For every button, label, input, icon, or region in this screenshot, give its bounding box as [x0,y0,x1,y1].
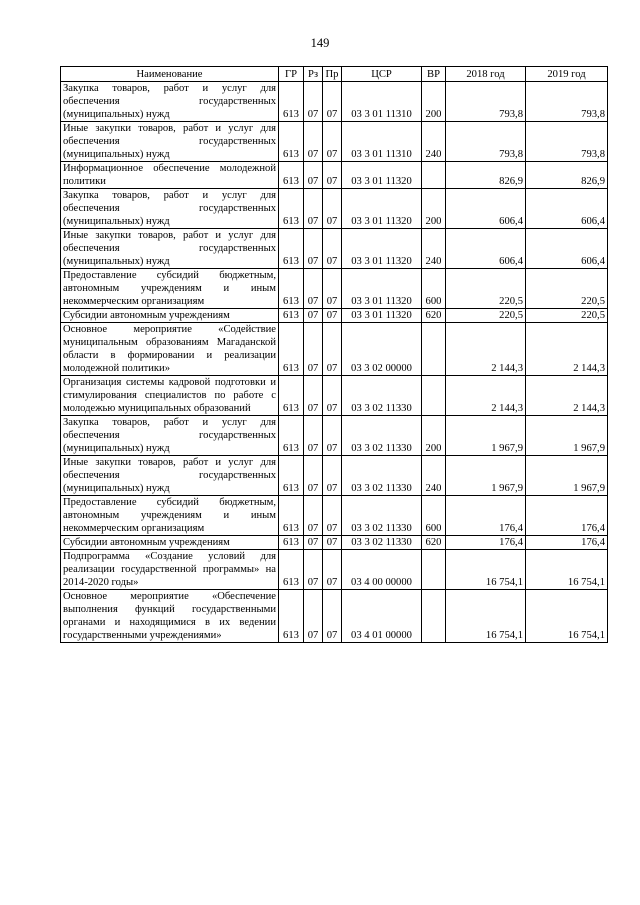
cell-2019: 606,4 [526,229,608,269]
cell-2018: 1 967,9 [446,456,526,496]
table-row [61,122,608,162]
cell-csr: 03 3 02 11330 [342,416,422,456]
cell-vr: 620 [422,309,446,323]
cell-gr: 613 [279,550,304,590]
cell-csr: 03 3 01 11310 [342,82,422,122]
cell-rz: 07 [304,536,323,550]
cell-gr: 613 [279,536,304,550]
cell-name: Основное мероприятие «Обеспечение выполнения функций государственными органами и находящимися в их ведении государственными учреждениями» [61,590,279,643]
cell-2019: 220,5 [526,309,608,323]
cell-name: Предоставление субсидий бюджетным, автономным учреждениям и иным некоммерческим организациям [61,496,279,536]
cell-2018: 16 754,1 [446,590,526,643]
cell-name: Подпрограмма «Создание условий для реализации государственной программы» на 2014-2020 годы» [61,550,279,590]
cell-rz: 07 [304,323,323,376]
table-header-row [61,67,608,82]
table-row [61,323,608,376]
cell-2019: 1 967,9 [526,416,608,456]
cell-gr: 613 [279,590,304,643]
cell-gr: 613 [279,376,304,416]
cell-gr: 613 [279,456,304,496]
cell-2018: 220,5 [446,309,526,323]
cell-csr: 03 3 02 00000 [342,323,422,376]
cell-name: Предоставление субсидий бюджетным, автономным учреждениям и иным некоммерческим организациям [61,269,279,309]
cell-2018: 606,4 [446,229,526,269]
cell-gr: 613 [279,309,304,323]
cell-vr: 620 [422,536,446,550]
cell-vr: 240 [422,122,446,162]
cell-name: Закупка товаров, работ и услуг для обеспечения государственных (муниципальных) нужд [61,189,279,229]
cell-gr: 613 [279,189,304,229]
cell-2018: 1 967,9 [446,416,526,456]
cell-2018: 16 754,1 [446,550,526,590]
cell-2019: 176,4 [526,496,608,536]
table-row [61,550,608,590]
header-pr: Пр [323,67,342,82]
cell-csr: 03 3 02 11330 [342,456,422,496]
header-csr: ЦСР [342,67,422,82]
cell-vr [422,162,446,189]
cell-pr: 07 [323,590,342,643]
cell-2019: 1 967,9 [526,456,608,496]
cell-csr: 03 3 01 11310 [342,122,422,162]
cell-vr: 200 [422,416,446,456]
cell-2018: 2 144,3 [446,323,526,376]
table-row [61,309,608,323]
budget-table-body [61,82,608,643]
cell-name: Иные закупки товаров, работ и услуг для обеспечения государственных (муниципальных) нужд [61,122,279,162]
cell-pr: 07 [323,456,342,496]
cell-2019: 16 754,1 [526,550,608,590]
cell-pr: 07 [323,162,342,189]
cell-gr: 613 [279,416,304,456]
cell-vr [422,376,446,416]
cell-vr: 600 [422,496,446,536]
cell-2019: 2 144,3 [526,376,608,416]
cell-rz: 07 [304,162,323,189]
table-row [61,162,608,189]
cell-pr: 07 [323,82,342,122]
cell-name: Субсидии автономным учреждениям [61,536,279,550]
cell-csr: 03 3 01 11320 [342,189,422,229]
table-row [61,189,608,229]
cell-2018: 220,5 [446,269,526,309]
cell-name: Информационное обеспечение молодежной политики [61,162,279,189]
cell-name: Закупка товаров, работ и услуг для обеспечения государственных (муниципальных) нужд [61,416,279,456]
header-gr: ГР [279,67,304,82]
cell-2018: 826,9 [446,162,526,189]
cell-rz: 07 [304,550,323,590]
page-number: 149 [310,36,330,50]
cell-2019: 176,4 [526,536,608,550]
cell-pr: 07 [323,376,342,416]
cell-2018: 793,8 [446,122,526,162]
cell-csr: 03 4 01 00000 [342,590,422,643]
cell-rz: 07 [304,122,323,162]
cell-pr: 07 [323,416,342,456]
cell-rz: 07 [304,82,323,122]
cell-csr: 03 3 01 11320 [342,229,422,269]
cell-pr: 07 [323,536,342,550]
cell-rz: 07 [304,309,323,323]
cell-rz: 07 [304,456,323,496]
table-row [61,376,608,416]
cell-2019: 2 144,3 [526,323,608,376]
cell-gr: 613 [279,162,304,189]
cell-2019: 606,4 [526,189,608,229]
cell-2018: 793,8 [446,82,526,122]
cell-2018: 176,4 [446,496,526,536]
table-row [61,590,608,643]
cell-rz: 07 [304,229,323,269]
cell-vr [422,550,446,590]
cell-csr: 03 3 02 11330 [342,536,422,550]
cell-vr: 240 [422,456,446,496]
cell-pr: 07 [323,323,342,376]
cell-vr: 600 [422,269,446,309]
cell-gr: 613 [279,269,304,309]
cell-rz: 07 [304,189,323,229]
cell-2019: 826,9 [526,162,608,189]
cell-gr: 613 [279,229,304,269]
cell-pr: 07 [323,496,342,536]
cell-vr: 200 [422,189,446,229]
cell-rz: 07 [304,376,323,416]
table-row [61,82,608,122]
cell-2018: 176,4 [446,536,526,550]
cell-pr: 07 [323,269,342,309]
header-name: Наименование [61,67,279,82]
cell-rz: 07 [304,416,323,456]
cell-name: Организация системы кадровой подготовки и стимулирования специалистов по работе с молодежью муниципальных образований [61,376,279,416]
cell-name: Иные закупки товаров, работ и услуг для обеспечения государственных (муниципальных) нужд [61,456,279,496]
cell-vr: 240 [422,229,446,269]
cell-csr: 03 3 01 11320 [342,162,422,189]
cell-2019: 793,8 [526,122,608,162]
cell-pr: 07 [323,122,342,162]
cell-2019: 16 754,1 [526,590,608,643]
header-rz: Рз [304,67,323,82]
table-row [61,536,608,550]
header-2018: 2018 год [446,67,526,82]
cell-pr: 07 [323,229,342,269]
table-row [61,269,608,309]
cell-pr: 07 [323,550,342,590]
cell-name: Основное мероприятие «Содействие муниципальным образованиям Магаданской области в формировании и реализации молодежной политики» [61,323,279,376]
cell-name: Иные закупки товаров, работ и услуг для обеспечения государственных (муниципальных) нужд [61,229,279,269]
cell-rz: 07 [304,590,323,643]
cell-csr: 03 3 01 11320 [342,269,422,309]
cell-2018: 606,4 [446,189,526,229]
cell-gr: 613 [279,82,304,122]
table-row [61,416,608,456]
table-row [61,229,608,269]
cell-name: Закупка товаров, работ и услуг для обеспечения государственных (муниципальных) нужд [61,82,279,122]
cell-rz: 07 [304,269,323,309]
cell-csr: 03 3 02 11330 [342,496,422,536]
cell-vr [422,323,446,376]
cell-name: Субсидии автономным учреждениям [61,309,279,323]
cell-gr: 613 [279,496,304,536]
table-row [61,456,608,496]
cell-csr: 03 3 02 11330 [342,376,422,416]
cell-csr: 03 4 00 00000 [342,550,422,590]
cell-csr: 03 3 01 11320 [342,309,422,323]
cell-pr: 07 [323,309,342,323]
cell-vr: 200 [422,82,446,122]
cell-rz: 07 [304,496,323,536]
header-2019: 2019 год [526,67,608,82]
cell-2019: 793,8 [526,82,608,122]
cell-2019: 220,5 [526,269,608,309]
table-row [61,496,608,536]
header-vr: ВР [422,67,446,82]
cell-pr: 07 [323,189,342,229]
cell-gr: 613 [279,122,304,162]
cell-2018: 2 144,3 [446,376,526,416]
budget-table [60,66,608,643]
cell-gr: 613 [279,323,304,376]
cell-vr [422,590,446,643]
